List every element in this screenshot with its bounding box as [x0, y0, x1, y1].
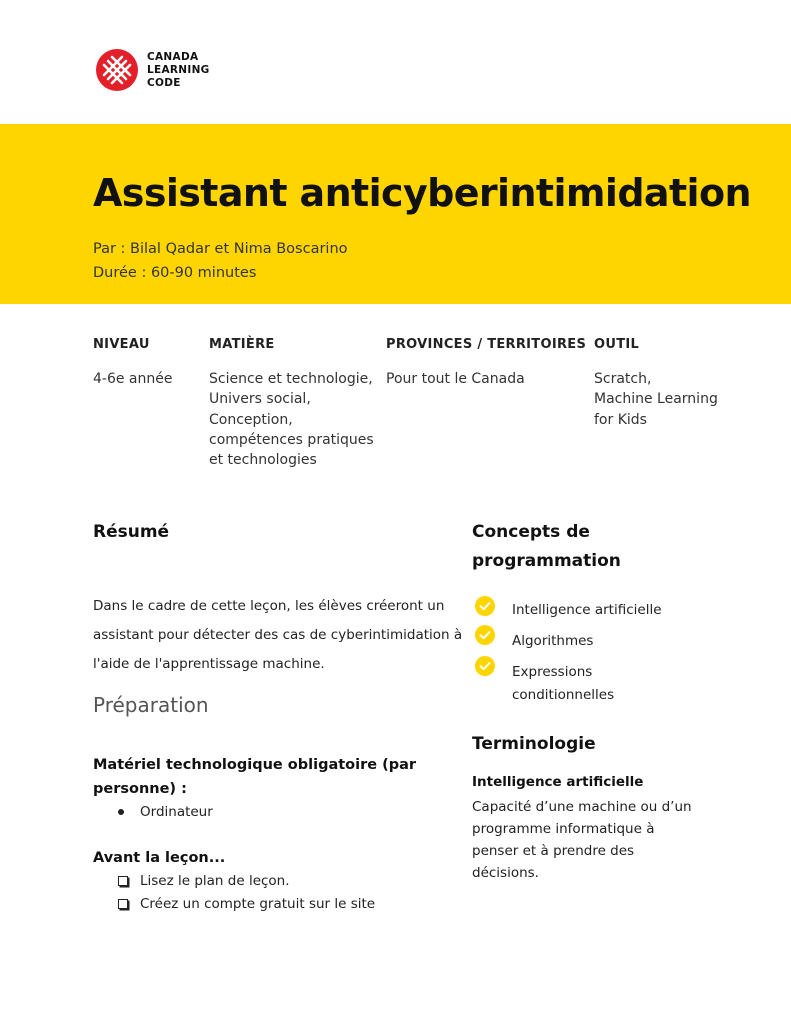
maple-grid-logo-icon	[95, 48, 139, 92]
provinces-value: Pour tout le Canada	[386, 371, 525, 387]
term-name: Intelligence artificielle	[472, 774, 644, 790]
checkbox-icon	[118, 876, 128, 886]
level-value: 4-6e année	[93, 371, 173, 387]
authors: Par : Bilal Qadar et Nima Boscarino	[93, 241, 348, 257]
concepts-heading: Concepts de programmation	[472, 522, 621, 571]
bullet-icon	[118, 809, 124, 815]
summary-text: Dans le cadre de cette leçon, les élèves créeront un assistant pour détecter des cas de cyberintimidation à l'aide de l'apprentissage machine.	[93, 598, 463, 672]
checklist-item: Créez un compte gratuit sur le site	[140, 896, 375, 912]
summary-heading: Résumé	[93, 522, 170, 542]
term-definition: Capacité d’une machine ou d’un programme informatique à penser et à prendre des décisions.	[472, 799, 692, 881]
logo-wordmark: CANADA LEARNING CODE	[147, 51, 210, 89]
tool-heading: OUTIL	[594, 337, 640, 352]
duration: Durée : 60-90 minutes	[93, 265, 257, 281]
provinces-heading: PROVINCES / TERRITOIRES	[386, 337, 587, 352]
tool-value: Scratch, Machine Learning for Kids	[594, 371, 718, 428]
page-title: Assistant anticyberintimidation	[93, 171, 751, 215]
preparation-heading: Préparation	[93, 693, 209, 717]
subject-heading: MATIÈRE	[209, 337, 275, 352]
level-heading: NIVEAU	[93, 337, 150, 352]
checklist-item: Lisez le plan de leçon.	[140, 873, 290, 889]
materials-heading: Matériel technologique obligatoire (par personne) :	[93, 757, 417, 797]
terminology-heading: Terminologie	[472, 734, 596, 754]
concept-item: Intelligence artificielle	[512, 602, 662, 618]
check-icon	[475, 625, 495, 645]
checkbox-icon	[118, 899, 128, 909]
check-icon	[475, 596, 495, 616]
check-icon	[475, 656, 495, 676]
concept-item: Algorithmes	[512, 633, 594, 649]
list-item: Ordinateur	[140, 804, 213, 820]
before-lesson-heading: Avant la leçon...	[93, 850, 226, 866]
subject-value: Science et technologie, Univers social, Conception, compétences pratiques et technologies	[209, 371, 374, 469]
concept-item: Expressions conditionnelles	[512, 664, 615, 703]
organization-logo	[95, 48, 235, 94]
